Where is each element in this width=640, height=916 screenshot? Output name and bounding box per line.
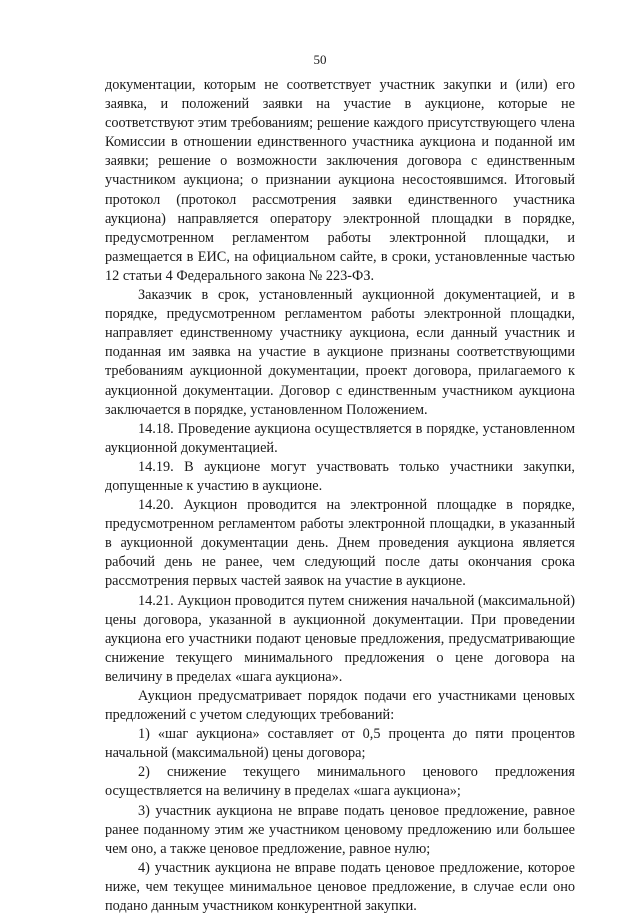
document-body (105, 76, 575, 916)
list-item-2: 2) снижение текущего минимального ценового предложения осуществляется на величину в пределах «шага аукциона»; (105, 764, 575, 800)
list-item-3: 3) участник аукциона не вправе подать ценовое предложение, равное ранее поданному этим же участником ценовому предложению или большее чем оно, а также ценовое предложение, равное нулю; (105, 802, 575, 857)
paragraph-14-21: 14.21. Аукцион проводится путем снижения начальной (максимальной) цены договора, указанной в аукционной документации. При проведении аукциона его участники подают ценовые предложения, предусматривающие снижение текущего минимального предложения о цене договора на величину в пределах «шага аукциона». (105, 592, 575, 685)
paragraph-bidding-requirements: Аукцион предусматривает порядок подачи его участниками ценовых предложений с учетом следующих требований: (105, 688, 575, 724)
paragraph-14-20: 14.20. Аукцион проводится на электронной площадке в порядке, предусмотренном регламентом работы электронной площадки, в указанный в аукционной документации день. Днем проведения аукциона является рабочий день не ранее, чем следующий после даты окончания срока рассмотрения первых частей заявок на участие в аукционе. (105, 497, 575, 590)
paragraph-continuation: документации, которым не соответствует участник закупки и (или) его заявка, и положений заявки на участие в аукционе, которые не соответствуют этим требованиям; решение каждого присутствующего члена Комиссии в отношении единственного участника аукциона и поданной им заявки; решение о возможности заключения договора с единственным участником аукциона; о признании аукциона несостоявшимся. Итоговый протокол (протокол рассмотрения заявки единственного участника аукциона) направляется оператору электронной площадки в порядке, предусмотренном регламентом работы электронной площадки, и размещается в ЕИС, на официальном сайте, в сроки, установленные частью 12 статьи 4 Федерального закона № 223-ФЗ. (105, 77, 575, 284)
paragraph-single-participant-contract: Заказчик в срок, установленный аукционной документацией, и в порядке, предусмотренном регламентом работы электронной площадки, направляет единственному участнику аукциона, если данный участник и поданная им заявка на участие в аукционе признаны соответствующими требованиям аукционной документации, проект договора, прилагаемого к аукционной документации. Договор с единственным участником аукциона заключается в порядке, установленном Положением. (105, 287, 575, 418)
list-item-4: 4) участник аукциона не вправе подать ценовое предложение, которое ниже, чем текущее минимальное ценовое предложение, в случае если оно подано данным участником конкурентной закупки. (105, 859, 575, 915)
list-item-1: 1) «шаг аукциона» составляет от 0,5 процента до пяти процентов начальной (максимальной) цены договора; (105, 726, 575, 762)
page-number: 50 (313, 52, 327, 67)
paragraph-14-18: 14.18. Проведение аукциона осуществляется в порядке, установленном аукционной документацией. (105, 420, 575, 456)
paragraph-14-19: 14.19. В аукционе могут участвовать только участники закупки, допущенные к участию в аукционе. (105, 458, 575, 494)
